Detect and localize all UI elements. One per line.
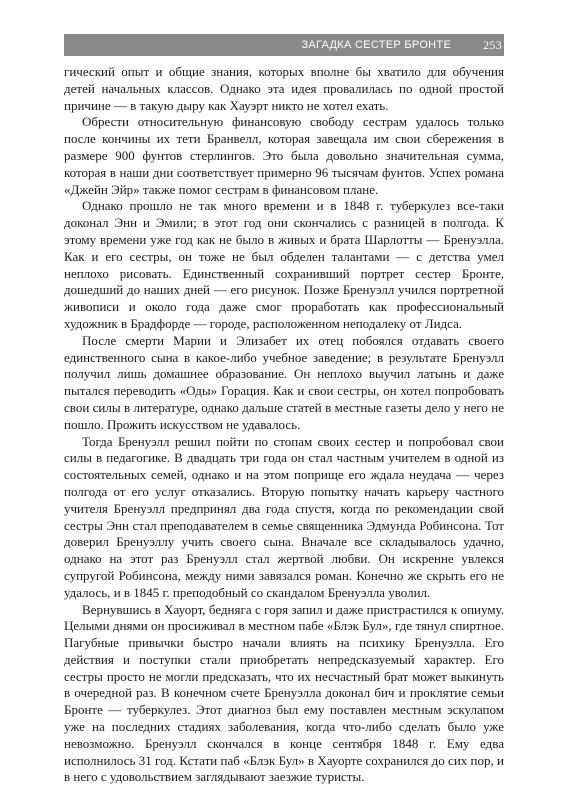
page-number: 253 [483,37,502,52]
running-header [64,34,504,56]
paragraph: После смерти Марии и Элизабет их отец побоялся отдавать своего единственного сына в какое-либо учебное заведение; в результате Бренуэлл получил лишь домашнее образование. Он неплохо выучил латынь и даже пытался переводить «Оды» Горация. Как и свои сестры, он хотел попробовать свои силы в литературе, однако дальше статей в местные газеты дело у него не пошло. Прожить искусством не удавалось. [64,332,504,432]
body-text [64,64,504,786]
paragraph: Обрести относительную финансовую свободу сестрам удалось только после кончины их тети Бранвелл, которая завещала им свои сбережения в размере 900 фунтов стерлингов. Это была довольно значительная сумма, которая в наши дни соответствует примерно 96 тысячам фунтов. Успех романа «Джейн Эйр» также помог сестрам в финансовом плане. [64,114,504,197]
paragraph-continued: гический опыт и общие знания, которых вполне бы хватило для обучения детей начальных классов. Однако эта идея провалилась по одной простой причине — в такую дыру как Хауэрт никто не хотел ехать. [64,64,504,113]
chapter-title: ЗАГАДКА СЕСТЕР БРОНТЕ [301,39,452,51]
paragraph: Вернувшись в Хауорт, бедняга с горя запил и даже пристрастился к опиуму. Целыми днями он просиживал в местном пабе «Блэк Бул», где тянул спиртное. Пагубные привычки быстро начали влиять на психику Бренуэлла. Его действия и поступки стали приобретать непредсказуемый характер. Его сестры просто не могли предсказать, что их несчастный брат может выкинуть в очередной раз. В конечном счете Бренуэлла доконал бич и проклятие семьи Бронте — туберкулез. Этот диагноз был ему поставлен местным эскулапом уже на последних стадиях заболевания, когда что-либо сделать было уже невозможно. Бренуэлл скончался в конце сентября 1848 г. Ему едва исполнилось 31 год. Кстати паб «Блэк Бул» в Хауорте сохранился до сих пор, и в него с удовольствием заглядывают заезжие туристы. [64,601,504,785]
paragraph: Тогда Бренуэлл решил пойти по стопам своих сестер и попробовал свои силы в педагогике. В двадцать три года он стал частным учителем в одной из состоятельных семей, однако и на этом поприще его ждала неудача — через полгода от его услуг отказались. Вторую попытку начать карьеру частного учителя Бренуэлл предпринял два года спустя, когда по рекомендации свой сестры Энн стал преподавателем в семье священника Эдмунда Робинсона. Тот доверил Бренуэллу учить своего сына. Вначале все складывалось удачно, однако на этот раз Бренуэлл стал жертвой любви. Он искренне увлекся супругой Робинсона, между ними завязался роман. Конечно же скрыть его не удалось, и в 1845 г. преподобный со скандалом Бренуэлла уволил. [64,433,504,600]
paragraph: Однако прошло не так много времени и в 1848 г. туберкулез все-таки доконал Энн и Эмили; в этот год они скончались с разницей в полгода. К этому времени уже год как не было в живых и брата Шарлотты — Бренуэлла. Как и его сестры, он тоже не был обделен талантами — с детства умел неплохо рисовать. Единственный сохранивший портрет сестер Бронте, дошедший до наших дней — его рисунок. Позже Бренуэлл учился портретной живописи и около года даже смог проработать как профессиональный художник в Брадфорде — городе, расположенном неподалеку от Лидса. [64,198,504,331]
